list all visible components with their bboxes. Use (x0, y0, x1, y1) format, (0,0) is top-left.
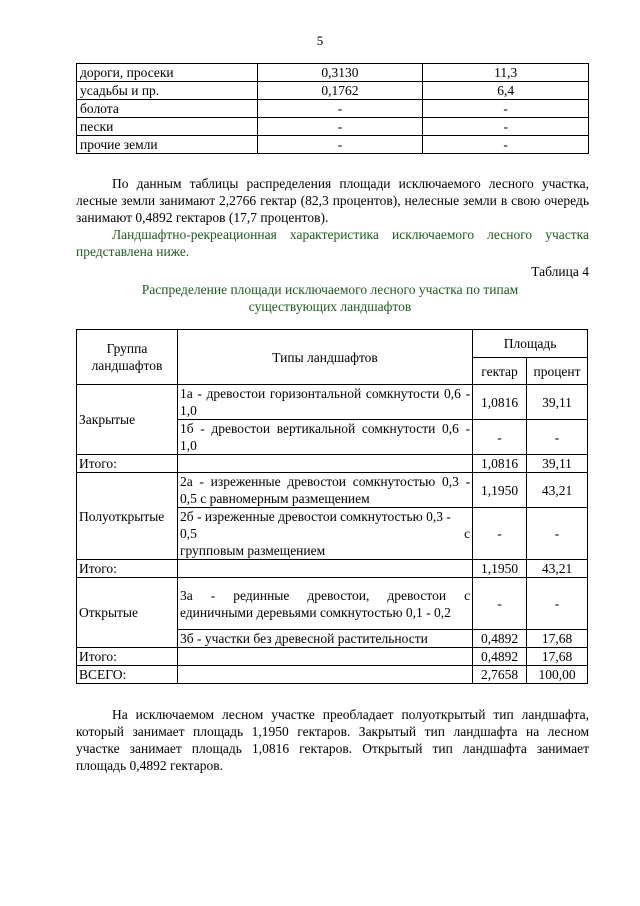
percent-cell: - (527, 578, 588, 630)
empty-cell (177, 666, 472, 684)
table-title: Распределение площади исключаемого лесного участка по типам существующих ландшафтов (141, 282, 519, 314)
grand-total-row (77, 666, 588, 684)
total-label: Итого: (77, 455, 178, 473)
type-cell: 1а - древостои горизонтальной сомкнутости 0,6 - 1,0 (177, 385, 472, 420)
summary-paragraph: По данным таблицы распределения площади исключаемого лесного участка, лесные земли занимают 2,2766 гектар (82,3 процентов), нелесные земли в свою очередь занимают 0,4892 гектаров (17,7 процентов). (76, 176, 589, 225)
total-row (77, 648, 588, 666)
total-label: Итого: (77, 560, 178, 578)
landscape-table (76, 329, 588, 684)
area-cell: 0,3130 (257, 64, 423, 82)
type-cell: 3б - участки без древесной растительности (177, 630, 472, 648)
land-category-table (76, 63, 589, 154)
percent-header: процент (527, 358, 588, 385)
percent-cell: - (423, 118, 589, 136)
percent-cell: 39,11 (527, 385, 588, 420)
type-cell (177, 508, 472, 560)
type-line: 2б - изреженные древостои сомкнутостью 0,3 - 0,5 с (179, 509, 471, 541)
area-header: Площадь (473, 330, 588, 358)
table-row (77, 385, 588, 420)
total-row (77, 560, 588, 578)
percent-cell: - (527, 420, 588, 455)
table-row (77, 578, 588, 630)
type-cell: 1б - древостои вертикальной сомкнутости 0,6 - 1,0 (177, 420, 472, 455)
category-cell: болота (77, 100, 258, 118)
area-cell: - (257, 118, 423, 136)
total-label: Итого: (77, 648, 178, 666)
area-cell: - (257, 100, 423, 118)
area-cell: - (257, 136, 423, 154)
grand-total-label: ВСЕГО: (77, 666, 178, 684)
category-cell: дороги, просеки (77, 64, 258, 82)
hectare-cell: 1,1950 (473, 560, 527, 578)
percent-cell: 17,68 (527, 648, 588, 666)
page-number: 5 (316, 33, 324, 48)
group-cell: Открытые (77, 578, 178, 648)
hectare-cell: 1,0816 (473, 455, 527, 473)
intro-paragraph: Ландшафтно-рекреационная характеристика исключаемого лесного участка представлена ниже. (76, 227, 589, 259)
percent-cell: 6,4 (423, 82, 589, 100)
hectare-cell: 1,1950 (473, 473, 527, 508)
table-row (77, 473, 588, 508)
percent-cell: 39,11 (527, 455, 588, 473)
table-row (77, 64, 589, 82)
percent-cell: 11,3 (423, 64, 589, 82)
area-cell: 0,1762 (257, 82, 423, 100)
hectare-cell: 0,4892 (473, 630, 527, 648)
type-line: групповым размещением (179, 543, 326, 558)
empty-cell (177, 648, 472, 666)
category-cell: усадьбы и пр. (77, 82, 258, 100)
hectare-cell: - (473, 420, 527, 455)
category-cell: пески (77, 118, 258, 136)
hectare-cell: 1,0816 (473, 385, 527, 420)
table-row (77, 118, 589, 136)
type-cell: 2а - изреженные древостои сомкнутостью 0,3 - 0,5 с равномерным размещением (177, 473, 472, 508)
table-row (77, 100, 589, 118)
category-cell: прочие земли (77, 136, 258, 154)
percent-cell: - (423, 100, 589, 118)
hectare-cell: - (473, 508, 527, 560)
table-row (77, 82, 589, 100)
percent-cell: 100,00 (527, 666, 588, 684)
group-cell: Полуоткрытые (77, 473, 178, 560)
conclusion-paragraph: На исключаемом лесном участке преобладает полуоткрытый тип ландшафта, который занимает площадь 1,1950 гектаров. Закрытый тип ландшафта на лесном участке занимает площадь 1,0816 гектаров. Открытый тип ландшафта занимает площадь 0,4892 гектаров. (76, 707, 589, 773)
empty-cell (177, 455, 472, 473)
types-header: Типы ландшафтов (177, 330, 472, 385)
table-label: Таблица 4 (531, 264, 589, 279)
total-row (77, 455, 588, 473)
group-header: Группа ландшафтов (77, 330, 178, 385)
table-row (77, 136, 589, 154)
hectare-cell: 0,4892 (473, 648, 527, 666)
hectare-header: гектар (473, 358, 527, 385)
percent-cell: 43,21 (527, 473, 588, 508)
percent-cell: - (527, 508, 588, 560)
percent-cell: 17,68 (527, 630, 588, 648)
hectare-cell: 2,7658 (473, 666, 527, 684)
percent-cell: - (423, 136, 589, 154)
hectare-cell: - (473, 578, 527, 630)
type-cell: 3а - рединные древостои, древостои с единичными деревьями сомкнутостью 0,1 - 0,2 (177, 578, 472, 630)
empty-cell (177, 560, 472, 578)
percent-cell: 43,21 (527, 560, 588, 578)
header-row (77, 330, 588, 358)
group-cell: Закрытые (77, 385, 178, 455)
